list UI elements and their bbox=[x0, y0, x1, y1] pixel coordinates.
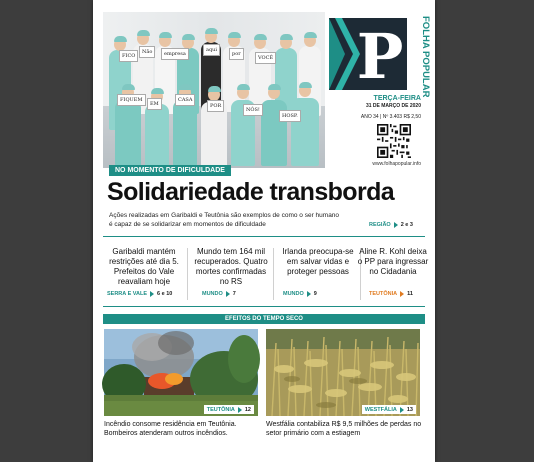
arrow-right-icon bbox=[400, 407, 404, 413]
protest-sign: por bbox=[229, 48, 244, 60]
page-number: 6 e 10 bbox=[157, 291, 173, 297]
brief-text: Irlanda preocupa-se em salvar vidas e proteger pessoas bbox=[282, 247, 354, 276]
section-label: SERRA E VALE bbox=[107, 291, 148, 297]
lead-page-ref[interactable] bbox=[369, 222, 413, 228]
divider bbox=[273, 248, 274, 300]
arrow-right-icon bbox=[307, 291, 311, 297]
protest-sign: VOCÊ bbox=[255, 52, 276, 64]
protest-sign: NÓS! bbox=[243, 104, 263, 116]
brief-tag bbox=[107, 291, 172, 297]
brief-text: Garibaldi mantém restrições até dia 5. Prefeitos do Vale reavaliam hoje bbox=[109, 247, 179, 286]
protest-sign: Não bbox=[139, 46, 155, 58]
issue-weekday: TERÇA-FEIRA bbox=[373, 95, 421, 102]
drought-field-image bbox=[266, 329, 420, 416]
section-label: TEUTÔNIA bbox=[369, 291, 398, 297]
photo-tag bbox=[204, 405, 254, 414]
brand-name-vertical bbox=[411, 14, 431, 98]
lead-kicker: NO MOMENTO DE DIFICULDADE bbox=[109, 165, 231, 176]
brief-tag bbox=[202, 291, 236, 297]
brief-tag bbox=[283, 291, 317, 297]
arrow-right-icon bbox=[238, 407, 242, 413]
newspaper-front-page bbox=[93, 0, 435, 462]
section-label: TEUTÔNIA bbox=[206, 406, 235, 413]
arrow-right-icon bbox=[400, 291, 404, 297]
brief-text: Mundo tem 164 mil recuperados. Quatro mortes confirmadas no RS bbox=[194, 247, 268, 286]
brief-item[interactable] bbox=[105, 247, 183, 297]
protest-sign: EM bbox=[147, 98, 162, 110]
divider bbox=[103, 306, 425, 307]
protest-sign: CASA bbox=[175, 94, 195, 106]
brief-text: Aline R. Kohl deixa o PP para ingressar no Cidadania bbox=[357, 247, 429, 276]
section-label: REGIÃO bbox=[369, 222, 391, 228]
brief-tag bbox=[369, 291, 413, 297]
page-number: 13 bbox=[406, 406, 413, 413]
qr-code-icon[interactable] bbox=[377, 124, 411, 158]
page-number: 11 bbox=[407, 291, 413, 297]
arrow-right-icon bbox=[226, 291, 230, 297]
section-bar: EFEITOS DO TEMPO SECO bbox=[103, 314, 425, 324]
page-number: 7 bbox=[232, 291, 236, 297]
arrow-right-icon bbox=[150, 291, 154, 297]
brief-item[interactable] bbox=[192, 247, 270, 297]
svg-text:P: P bbox=[356, 20, 404, 93]
hero-photo bbox=[103, 12, 325, 168]
arrow-right-icon bbox=[394, 222, 398, 228]
website-url[interactable]: www.folhapopular.info bbox=[372, 161, 421, 167]
section-label: MUNDO bbox=[283, 291, 304, 297]
lead-subhead: Ações realizadas em Garibaldi e Teutônia são exemplos de como o ser humano é capaz de se solidarizar em momentos de dificuldade bbox=[109, 212, 340, 228]
fire-photo[interactable] bbox=[104, 329, 258, 416]
drought-photo[interactable] bbox=[266, 329, 420, 416]
fire-scene-image bbox=[104, 329, 258, 416]
protest-sign: empresa bbox=[161, 48, 189, 60]
issue-date: 31 DE MARÇO DE 2020 bbox=[365, 103, 421, 109]
divider bbox=[187, 248, 188, 300]
protest-sign: HOSP. bbox=[279, 110, 301, 122]
section-label: MUNDO bbox=[202, 291, 223, 297]
folha-popular-logo-icon[interactable] bbox=[329, 18, 407, 93]
divider bbox=[103, 236, 425, 237]
protest-sign: POR bbox=[207, 100, 224, 112]
lead-headline[interactable]: Solidariedade transborda bbox=[107, 178, 395, 206]
section-label: WESTFÁLIA bbox=[364, 406, 397, 413]
protest-sign: FIQUEM bbox=[117, 94, 146, 106]
photo-tag bbox=[362, 405, 416, 414]
brief-item[interactable] bbox=[279, 247, 357, 297]
edition-info: ANO 34 | Nº 3.403 R$ 2,50 bbox=[360, 114, 421, 120]
page-number: 12 bbox=[244, 406, 251, 413]
page-number: 2 e 3 bbox=[400, 222, 413, 228]
brief-item[interactable] bbox=[357, 247, 429, 297]
protest-sign: aqui bbox=[203, 44, 220, 56]
svg-text:FOLHA POPULAR: FOLHA POPULAR bbox=[420, 16, 431, 98]
story-caption[interactable]: Westfália contabiliza R$ 9,5 milhões de perdas no setor primário com a estiagem bbox=[266, 421, 422, 437]
protest-sign: FICO bbox=[119, 50, 138, 62]
story-caption[interactable]: Incêndio consome residência em Teutônia. Bombeiros atenderam outros incêndios. bbox=[104, 421, 237, 437]
page-number: 9 bbox=[313, 291, 317, 297]
